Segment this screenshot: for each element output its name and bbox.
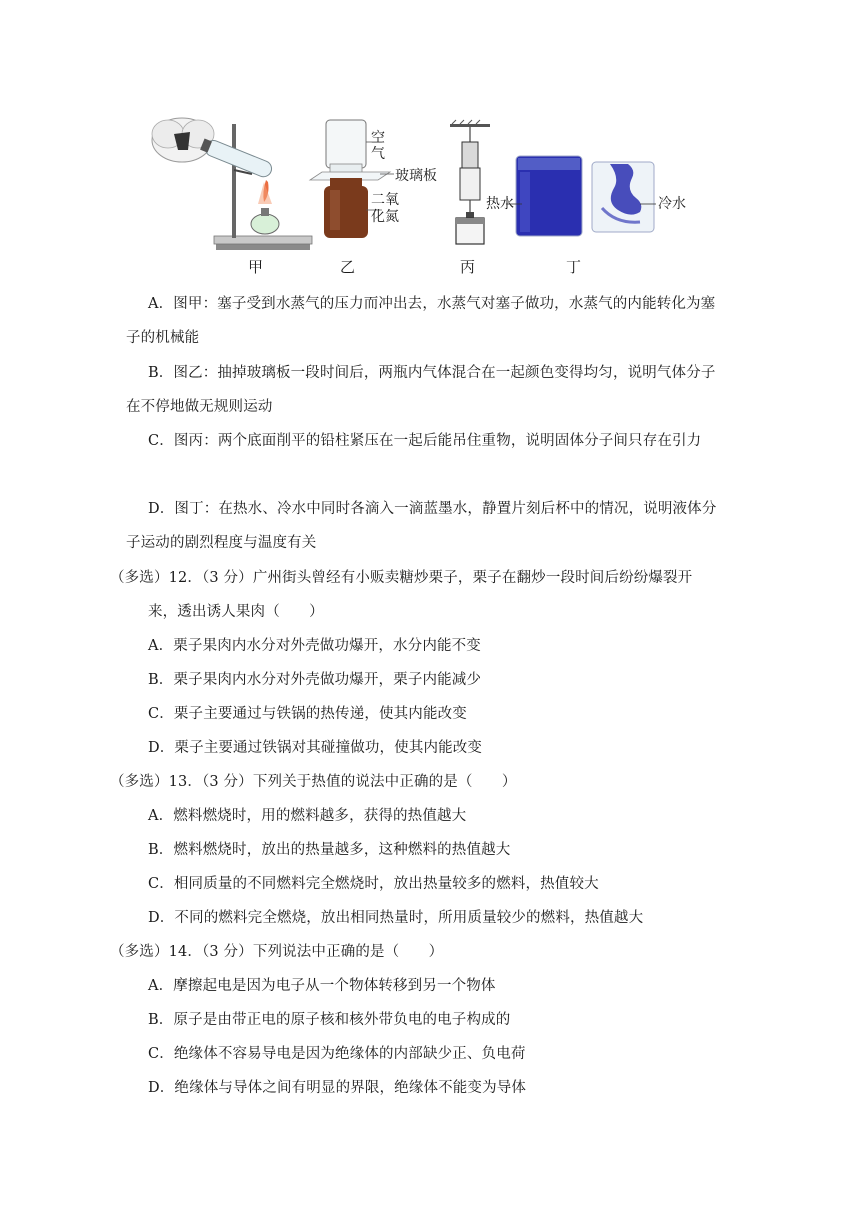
experiment-figure — [140, 112, 740, 280]
label-no2-1: 二氧 — [371, 192, 399, 208]
q11-option-d-line2: 子运动的剧烈程度与温度有关 — [126, 535, 317, 551]
q11-option-d-line1: D．图丁：在热水、冷水中同时各滴入一滴蓝墨水，静置片刻后杯中的情况，说明液体分 — [148, 501, 717, 517]
q11-option-c: C．图丙：两个底面削平的铅柱紧压在一起后能吊住重物，说明固体分子间只存在引力 — [148, 433, 702, 449]
q12-option-d: D．栗子主要通过铁锅对其碰撞做功，使其内能改变 — [148, 740, 483, 756]
q13-option-a: A．燃料燃烧时，用的燃料越多，获得的热值越大 — [148, 808, 467, 824]
panel-bing-drawing — [450, 120, 490, 244]
q12-option-b: B．栗子果肉内水分对外壳做功爆开，栗子内能减少 — [148, 672, 482, 688]
label-no2-2: 化氮 — [371, 209, 399, 225]
q13-option-c: C．相同质量的不同燃料完全燃烧时，放出热量较多的燃料，热值较大 — [148, 876, 599, 892]
q12-stem-line1: （多选）12．（3 分）广州街头曾经有小贩卖糖炒栗子，栗子在翻炒一段时间后纷纷爆裂开 — [110, 570, 693, 586]
panel-ding-drawing — [506, 156, 656, 236]
panel-label-bing: 丙 — [460, 258, 476, 276]
panel-jia-drawing — [152, 118, 312, 250]
q11-option-a-line1: A．图甲：塞子受到水蒸气的压力而冲出去，水蒸气对塞子做功，水蒸气的内能转化为塞 — [148, 296, 716, 312]
panel-label-jia: 甲 — [248, 258, 264, 276]
q13-stem: （多选）13．（3 分）下列关于热值的说法中正确的是（ ） — [110, 774, 517, 790]
label-glass-plate: 玻璃板 — [395, 168, 437, 184]
q13-option-b: B．燃料燃烧时，放出的热量越多，这种燃料的热值越大 — [148, 842, 511, 858]
q14-stem: （多选）14．（3 分）下列说法中正确的是（ ） — [110, 944, 444, 960]
q11-option-b-line2: 在不停地做无规则运动 — [126, 399, 273, 415]
q11-option-a-line2: 子的机械能 — [126, 330, 200, 346]
q12-option-c: C．栗子主要通过与铁锅的热传递，使其内能改变 — [148, 706, 467, 722]
label-hot-water: 热水 — [486, 196, 514, 212]
q12-option-a: A．栗子果肉内水分对外壳做功爆开，水分内能不变 — [148, 638, 481, 654]
label-cold-water: 冷水 — [658, 196, 686, 212]
q14-option-c: C．绝缘体不容易导电是因为绝缘体的内部缺少正、负电荷 — [148, 1046, 526, 1062]
q14-option-a: A．摩擦起电是因为电子从一个物体转移到另一个物体 — [148, 978, 496, 994]
experiment-drawings — [140, 112, 740, 280]
panel-label-ding: 丁 — [566, 258, 582, 276]
q14-option-d: D．绝缘体与导体之间有明显的界限，绝缘体不能变为导体 — [148, 1080, 527, 1096]
q11-option-b-line1: B．图乙：抽掉玻璃板一段时间后，两瓶内气体混合在一起颜色变得均匀，说明气体分子 — [148, 365, 716, 381]
q14-option-b: B．原子是由带正电的原子核和核外带负电的电子构成的 — [148, 1012, 511, 1028]
q12-stem-line2: 来，透出诱人果肉（ ） — [148, 604, 324, 620]
label-air-1: 空 — [371, 130, 385, 146]
panel-label-yi: 乙 — [340, 258, 356, 276]
label-air-2: 气 — [371, 146, 385, 162]
q13-option-d: D．不同的燃料完全燃烧，放出相同热量时，所用质量较少的燃料，热值越大 — [148, 910, 644, 926]
